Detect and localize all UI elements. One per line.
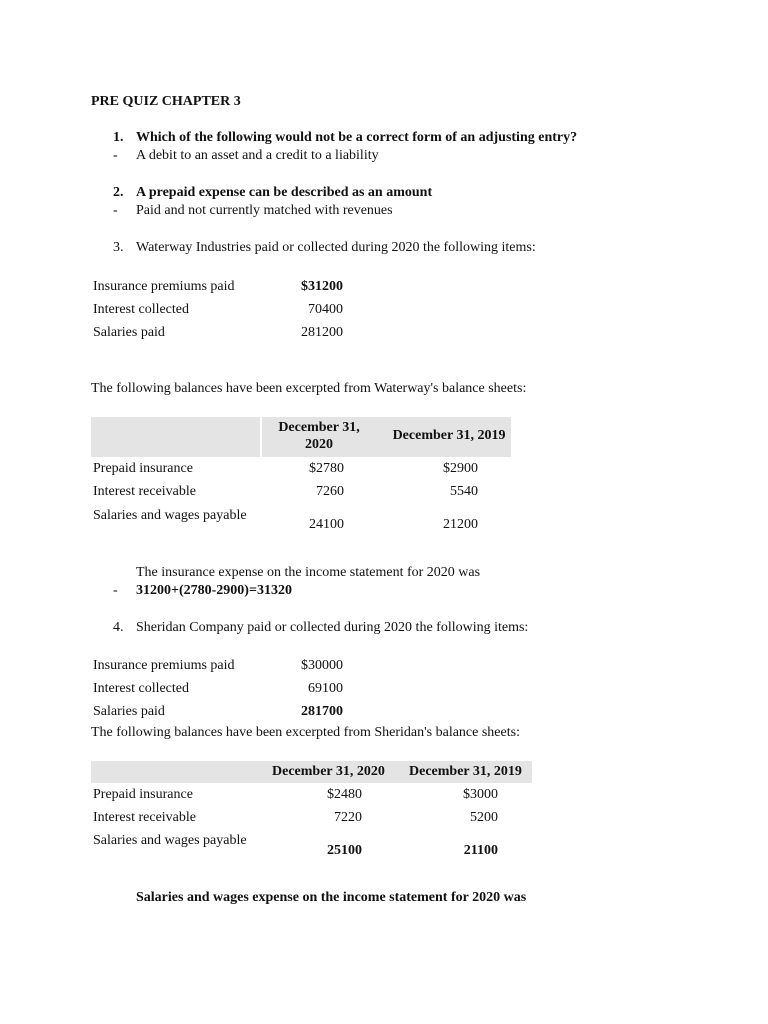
q3-balances-intro: The following balances have been excerpted from Waterway's balance sheets: [91, 381, 527, 396]
list-item-value: $31200 [301, 279, 343, 294]
q2-answer: Paid and not currently matched with revenues [136, 203, 393, 218]
q1-answer: A debit to an asset and a credit to a liability [136, 148, 379, 163]
q1-number: 1. [113, 130, 124, 145]
q2-number: 2. [113, 185, 124, 200]
table-cell: 25100 [327, 843, 362, 858]
table-row-label: Interest receivable [93, 810, 196, 825]
table-cell: 7220 [334, 810, 362, 825]
column-header-2020: December 31, 2020 [272, 764, 385, 779]
list-item-label: Salaries paid [93, 704, 165, 719]
column-header-2019: December 31, 2019 [409, 764, 522, 779]
table-cell: 21200 [443, 517, 478, 532]
table-cell: $2480 [327, 787, 362, 802]
q3-number: 3. [113, 240, 124, 255]
q1-question: Which of the following would not be a correct form of an adjusting entry? [136, 130, 578, 145]
list-item-value: 70400 [308, 302, 343, 317]
page-title: PRE QUIZ CHAPTER 3 [91, 94, 241, 109]
table-row-label: Prepaid insurance [93, 461, 193, 476]
list-item-value: 281700 [301, 704, 343, 719]
table-cell: 5200 [470, 810, 498, 825]
table-cell: $2900 [443, 461, 478, 476]
table-cell: 5540 [450, 484, 478, 499]
column-header-2020-line1: December 31, [278, 420, 360, 435]
table-cell: 21100 [463, 843, 498, 858]
table-cell: $3000 [463, 787, 498, 802]
table-header-cell [91, 417, 260, 457]
q4-question: Sheridan Company paid or collected during 2020 the following items: [136, 620, 529, 635]
q2-question: A prepaid expense can be described as an amount [136, 185, 433, 200]
q1-dash: - [113, 148, 118, 163]
list-item-label: Interest collected [93, 302, 190, 317]
table-row-label: Prepaid insurance [93, 787, 193, 802]
list-item-label: Insurance premiums paid [93, 279, 235, 294]
table-row-label: Interest receivable [93, 484, 196, 499]
table-cell: 24100 [309, 517, 344, 532]
list-item-label: Insurance premiums paid [93, 658, 235, 673]
list-item-label: Salaries paid [93, 325, 165, 340]
q2-dash: - [113, 203, 118, 218]
q3-sub-question: The insurance expense on the income statement for 2020 was [136, 565, 481, 580]
q3-answer: 31200+(2780-2900)=31320 [136, 583, 292, 598]
q4-balances-intro: The following balances have been excerpted from Sheridan's balance sheets: [91, 725, 520, 740]
q4-sub-question: Salaries and wages expense on the income statement for 2020 was [136, 890, 527, 905]
q3-question: Waterway Industries paid or collected during 2020 the following items: [136, 240, 536, 255]
column-header-2020-line2: 2020 [305, 437, 333, 452]
q4-number: 4. [113, 620, 124, 635]
list-item-label: Interest collected [93, 681, 190, 696]
column-header-2019: December 31, 2019 [392, 428, 506, 443]
table-cell: $2780 [309, 461, 344, 476]
q3-dash: - [113, 583, 118, 598]
list-item-value: 69100 [308, 681, 343, 696]
table-cell: 7260 [316, 484, 344, 499]
list-item-value: $30000 [301, 658, 343, 673]
table-row-label: Salaries and wages payable [93, 508, 247, 523]
table-row-label: Salaries and wages payable [93, 833, 247, 848]
list-item-value: 281200 [301, 325, 343, 340]
